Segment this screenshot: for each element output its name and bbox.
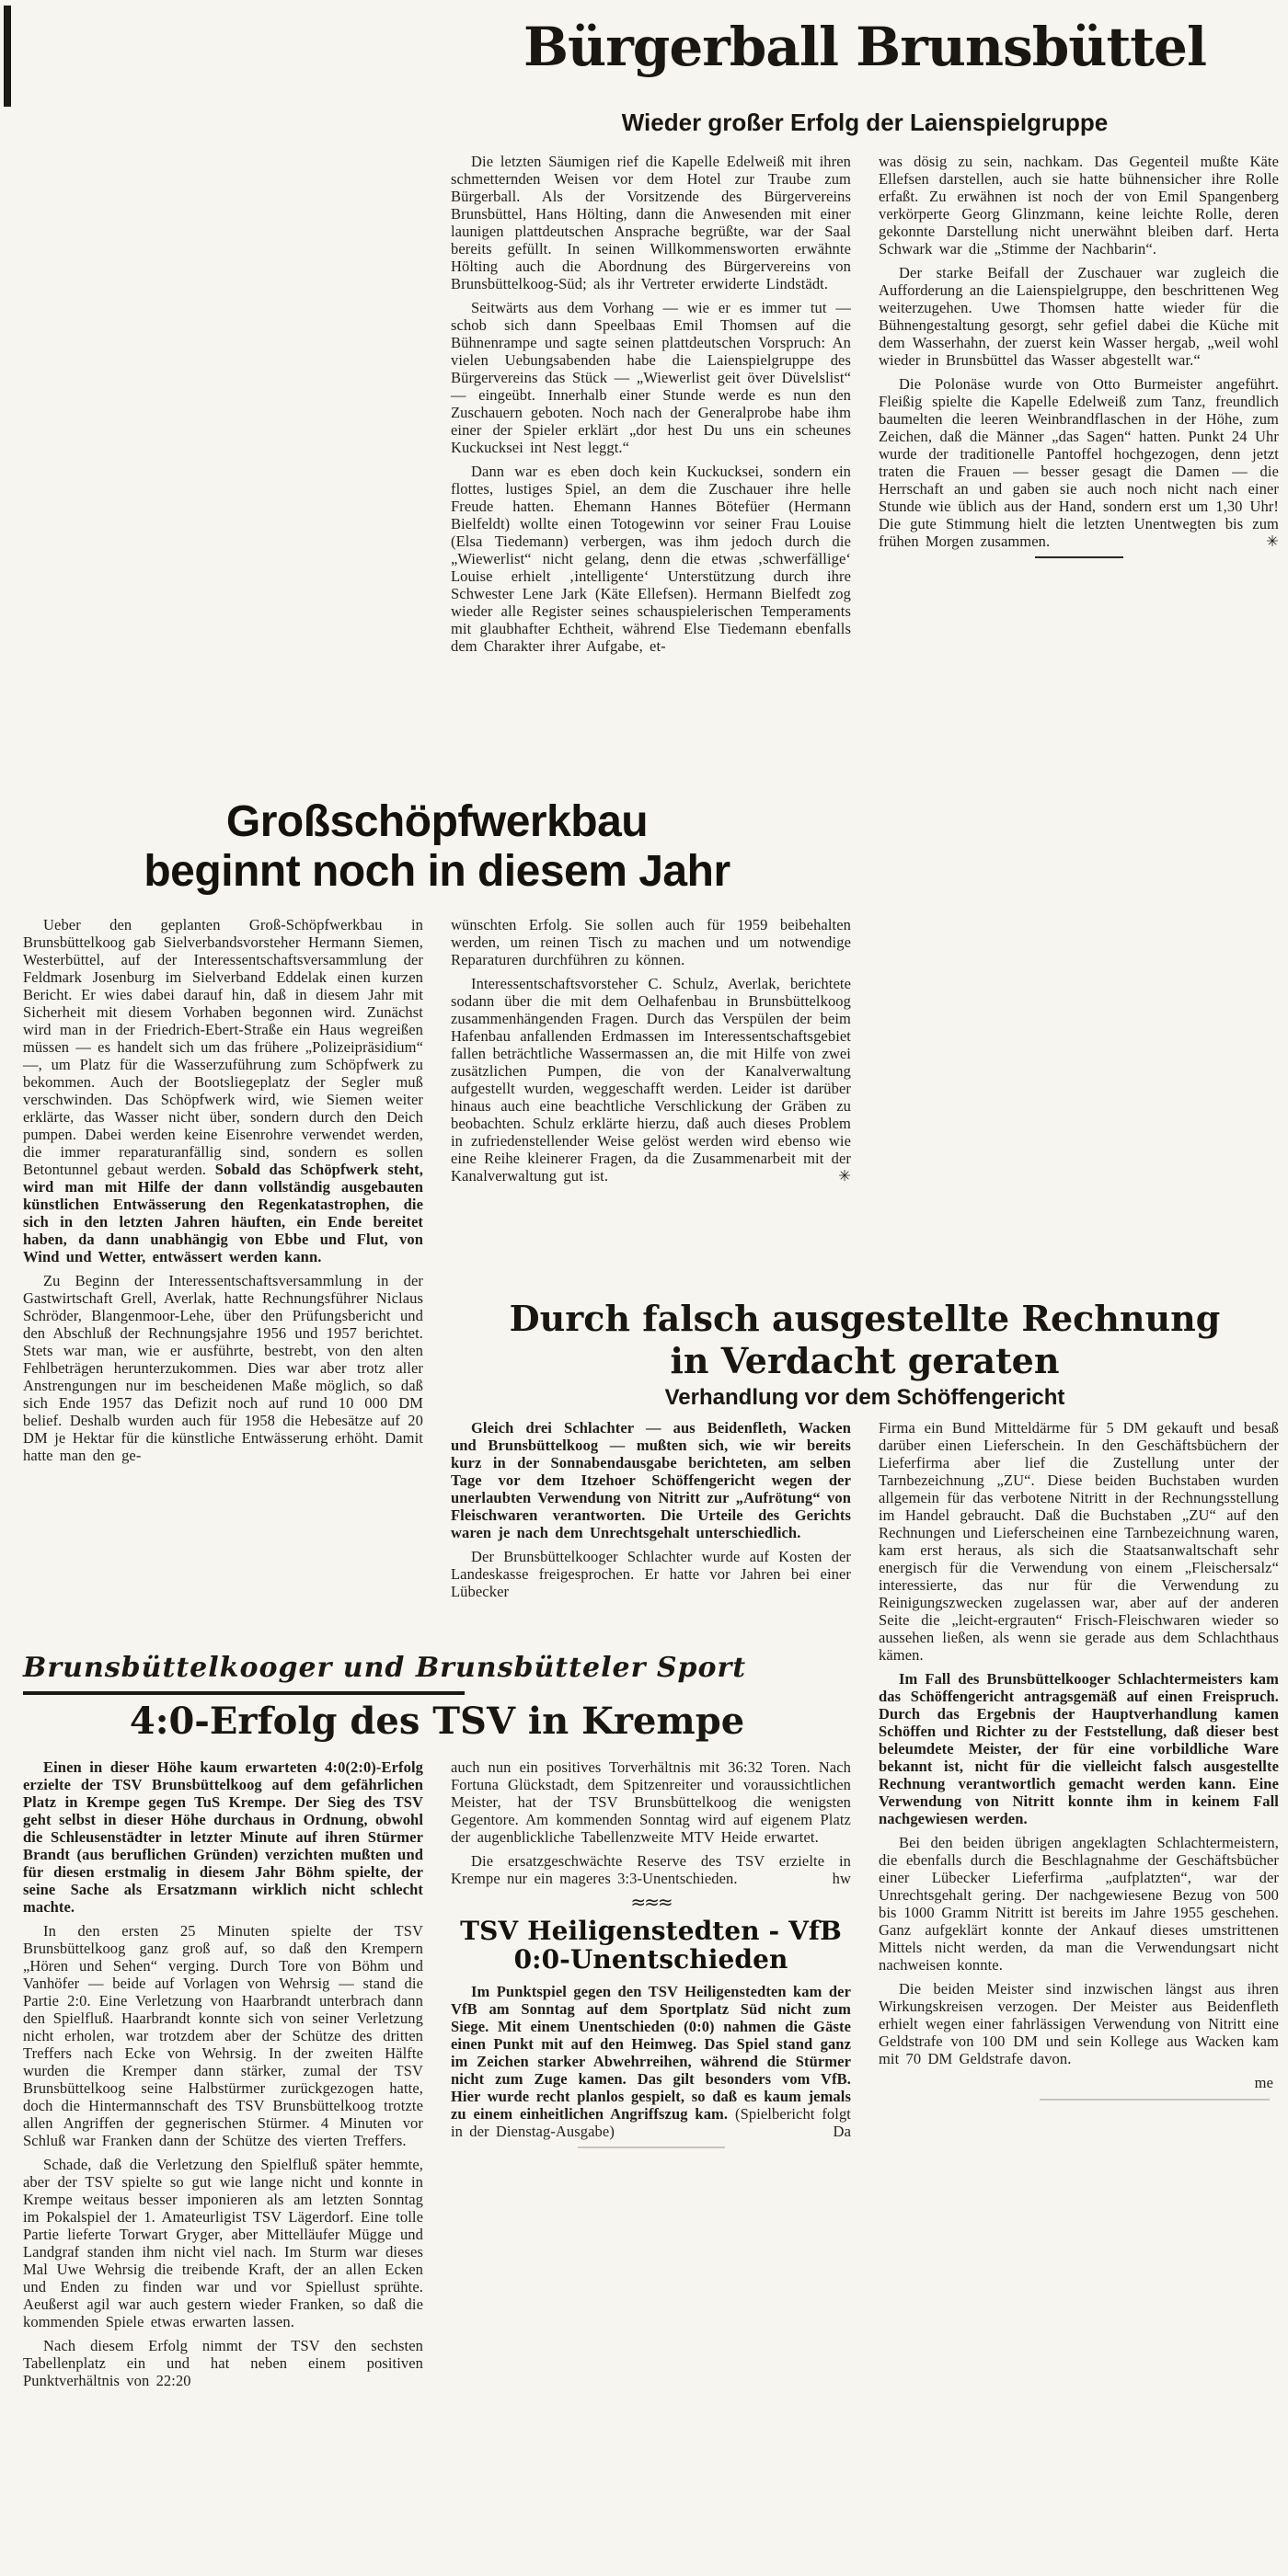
paragraph: Im Fall des Brunsbüttelkooger Schlachtermeisters kam das Schöffengericht antragsgemäß auf einen Freispruch. Durch das Ergebnis der Hauptverhandlung kamen Schöffen und Richter zu der Feststellung, daß dieser best beleumdete Meister, der für eine vorbildliche Ware bekannt ist, nicht für die vielleicht falsch ausgestellte Rechnung verantwortlich gemacht werden kann. Eine Verwendung von Nitritt konnte ihm in keinem Fall nachgewiesen werden. — [879, 1670, 1279, 1827]
paragraph: Nach diesem Erfolg nimmt der TSV den sechsten Tabellenplatz ein und hat neben einem positiven Punktverhältnis von 22:20 — [23, 2337, 423, 2389]
paragraph: wünschten Erfolg. Sie sollen auch für 1959 beibehalten werden, um reinen Tisch zu machen und um notwendige Reparaturen durchführen zu können. — [451, 916, 851, 968]
article-rechnung-headline-line1: Durch falsch ausgestellte Rechnung — [509, 1298, 1221, 1339]
article-end-rule — [578, 2147, 725, 2148]
paragraph: Schade, daß die Verletzung den Spielfluß später hemmte, aber der TSV spielte so gut wie lange nicht und konnte in Krempe weitaus besser imponieren als am letzten Sonntag im Pokalspiel der 1. Amateurligist TSV Lägerdorf. Eine tolle Partie lieferte Torwart Gryger, aber Mittelläufer Mügge und Landgraf standen ihm nicht viel nach. Im Sturm war dieses Mal Uwe Wehrsig die treibende Kraft, der an allen Ecken und Enden zu finden war und vor Spiellust sprühte. Aeußerst agil war auch gestern wieder Franken, so daß die kommenden Spiele etwas erwarten lassen. — [23, 2156, 423, 2330]
paragraph-text: Die Polonäse wurde von Otto Burmeister angeführt. Fleißig spielte die Kapelle Edelweiß zum Tanz, freundlich baumelten die leeren Weinbrandflaschen in der Höhe, zum Zeichen, daß die Männer „das Sagen“ hatten. Punkt 24 Uhr wurde der traditionelle Pantoffel hochgezogen, denn jetzt traten die Frauen — besser gesagt die Damen — die Herrschaft an und gaben sie auch noch nicht nach einer Stunde wie üblich aus der Hand, sondern erst um 1,30 Uhr! Die gute Stimmung hielt die letzten Unentwegten bis zum frühen Morgen zusammen. — [879, 375, 1279, 550]
paragraph: Die letzten Säumigen rief die Kapelle Edelweiß mit ihren schmetternden Weisen vor dem Hotel zur Traube zum Bürgerball. Als der Vorsitzende des Bürgervereins Brunsbüttel, Hans Hölting, dann die Anwesenden mit einer launigen plattdeutschen Ansprache begrüßte, war der Saal bereits gefüllt. In seinen Willkommensworten erwähnte Hölting auch die Abordnung des Bürgervereins von Brunsbüttelkoog-Süd; als ihr Vertreter erwiderte Lindstädt. — [451, 153, 851, 292]
scan-edge-artifact — [4, 6, 11, 107]
paragraph: Seitwärts aus dem Vorhang — wie er es immer tut — schob sich dann Speelbaas Emil Thomsen auf die Bühnenrampe und sagte seinen plattdeutschen Vorspruch: An vielen Uebungsabenden habe die Laienspielgruppe des Bürgervereins das Stück — „Wiewerlist geit över Düvelslist“ — eingeübt. Innerhalb einer Stunde werde es nun den Zuschauern geboten. Noch nach der Generalprobe habe ihm einer der Spieler erklärt „dor hest Du uns ein scheunes Kuckucksei int Nest leggt.“ — [451, 299, 851, 456]
buergerball-column-middle — [451, 153, 851, 661]
author-sigil: hw — [832, 1870, 851, 1887]
paragraph — [879, 375, 1279, 550]
lead-paragraph: Gleich drei Schlachter — aus Beidenfleth, Wacken und Brunsbüttelkoog — mußten sich, wie wir bereits kurz in der Sonnabendausgabe berichteten, am selben Tage vor dem Itzehoer Schöffengericht wegen der unerlaubten Verwendung von Nitritt zur „Aufrötung“ von Fleischwaren verantworten. Die Urteile des Gerichts waren je nach dem Unrechtsgehalt unterschiedlich. — [451, 1419, 851, 1541]
paragraph — [23, 916, 423, 1265]
squiggle-divider: ≈≈≈ — [630, 1891, 672, 1913]
paragraph-bold-text: Sobald das Schöpfwerk steht, wird man mit Hilfe der dann vollständig ausgebauten künstlichen Entwässerung den Regenkatastrophen, die sich in den letzten Jahren häuften, ein Ende bereitet haben, da dann unabhängig von Ebbe und Flut, von Wind und Wetter, entwässert werden kann. — [23, 1161, 423, 1265]
author-sigil: me — [1254, 2074, 1273, 2091]
article-schoepfwerk-headline-line1: Großschöpfwerkbau — [225, 797, 649, 846]
paragraph: Die beiden Meister sind inzwischen längst aus ihren Wirkungskreisen verzogen. Der Meister aus Beidenfleth erhielt wegen einer fahrlässigen Verwendung von Nitritt eine Geldstrafe von 100 DM und sein Kollege aus Wacken kam mit 70 DM Geldstrafe davon. — [879, 1980, 1279, 2067]
paragraph: Zu Beginn der Interessentschaftsversammlung in der Gastwirtschaft Grell, Averlak, hatte Rechnungsführer Niclaus Schröder, Blangenmoor-Lehe, über den Prüfungsbericht und den Abschluß der Rechnungsjahre 1956 und 1957 berichtet. Stets war man, wie er ausführte, bestrebt, von den alten Fehlbeträgen herunterzukommen. Dies war aber trotz aller Anstrengungen nur im bescheidenen Maße möglich, so daß sich Ende 1957 das Defizit noch auf rund 10 000 DM belief. Deshalb wurden auch für 1958 die Hebesätze auf 20 DM je Hektar für die künstliche Entwässerung erhöht. Damit hatte man den ge- — [23, 1272, 423, 1464]
paragraph: auch nun ein positives Torverhältnis mit 36:32 Toren. Nach Fortuna Glückstadt, dem Spitzenreiter und voraussichtlichen Meister, hat der TSV Brunsbüttelkoog die wenigsten Gegentore. Am kommenden Sonntag wird auf eigenem Platz der augenblickliche Tabellenzweite MTV Heide erwartet. — [451, 1758, 851, 1846]
article-end-star: ✳ — [838, 1167, 851, 1185]
paragraph: Der Brunsbüttelkooger Schlachter wurde auf Kosten der Landeskasse freigesprochen. Er hatte vor Jahren bei einer Lübecker — [451, 1548, 851, 1600]
article-end-rule — [1035, 556, 1123, 558]
schoepfwerk-column-middle — [451, 916, 851, 1191]
article-buergerball-headline: Bürgerball Brunsbüttel — [523, 16, 1206, 78]
buergerball-column-right — [879, 153, 1279, 558]
rechnung-column-middle — [451, 1419, 851, 1607]
paragraph-text: Interessentschaftsvorsteher C. Schulz, Averlak, berichtete sodann über die mit dem Oelhafenbau in Brunsbüttelkoog zusammenhängenden Fragen. Durch das Verspülen der beim Hafenbau anfallenden Erdmassen im Interessentschaftsgebiet fallen beträchtliche Wassermassen an, die mit Hilfe von zwei zusätzlichen Pumpen, die von der Kanalverwaltung aufgestellt wurden, weggeschafft werden. Leider ist darüber hinaus auch eine beachtliche Verschlickung der Gräben zu beobachten. Schulz erklärte hierzu, daß auch dieses Problem in zufriedenstellender Weise gelöst werden wird ebenso wie eine Reihe kleinerer Fragen, da die Zusammenarbeit mit der Kanalverwaltung gut ist. — [451, 975, 851, 1185]
article-schoepfwerk-headline-line2: beginnt noch in diesem Jahr — [144, 847, 730, 896]
krempe-column-left — [23, 1758, 423, 2396]
paragraph-text: (Spielbericht folgt in der Dienstag-Ausgabe) — [451, 2105, 851, 2140]
paragraph: Dann war es eben doch kein Kuckucksei, sondern ein flottes, lustiges Spiel, an dem die Zuschauer ihre helle Freude hatten. Ehemann Hannes Bötefüer (Hermann Bielfeldt) wollte einen Totogewinn vor seiner Frau Louise (Elsa Tiedemann) verbergen, was ihm jedoch durch die „Wiewerlist“ nicht gelang, denn die etwas ‚schwerfällige‘ Louise erhielt ‚intelligente‘ Unterstützung durch ihre Schwester Lene Jark (Käte Ellefsen). Hermann Bielfedt zog wieder alle Register seines schauspielerischen Temperaments mit glaubhafter Echtheit, während Else Tiedemann ebenfalls dem Charakter ihrer Aufgabe, et- — [451, 463, 851, 655]
paragraph-text: Die ersatzgeschwächte Reserve des TSV erzielte in Krempe nur ein mageres 3:3-Unentschieden. — [451, 1852, 851, 1887]
article-heiligenstedten-headline-line1: TSV Heiligenstedten - VfB — [460, 1916, 842, 1946]
paragraph — [451, 1852, 851, 1887]
paragraph: Firma ein Bund Mitteldärme für 5 DM gekauft und besaß darüber einen Lieferschein. In den Geschäftsbüchern der Lieferfirma aber lief die Zustellung unter der Tarnbezeichnung „ZU“. Diese beiden Buchstaben wurden allgemein für das verbotene Nitritt in der Rechnungsstellung im Handel gebraucht. Daß die Buchstaben „ZU“ auf den Rechnungen und Lieferscheinen eine Tarnbezeichnung waren, kam erst heraus, als sich die Staatsanwaltschaft sehr energisch für die Verwendung von einem „Fleischersalz“ interessierte, das nur für die Verwendung zu Reinigungszwecken zugelassen war, aber auf der anderen Seite die „leicht-ergrauten“ Frisch-Fleischwaren wieder so aussehen ließen, als wenn sie gerade aus dem Schlachthaus kämen. — [879, 1419, 1279, 1664]
paragraph-text: Ueber den geplanten Groß-Schöpfwerkbau in Brunsbüttelkoog gab Sielverbandsvorsteher Hermann Siemen, Westerbüttel, auf der Interessentschaftsversammlung der Feldmark Josenburg im Sielverband Eddelak einen kurzen Bericht. Er wies dabei darauf hin, daß in diesem Jahr mit Sicherheit mit diesem Vorhaben begonnen wird. Zunächst wird man in der Friedrich-Ebert-Straße ein Haus wegreißen müssen — es handelt sich um das frühere „Polizeipräsidium“ —, um Platz für die Wasserzuführung zum Schöpfwerk zu bekommen. Auch der Bootsliegeplatz der Segler muß verschwinden. Das Schöpfwerk wird, wie Siemen weiter erklärte, das Wasser nicht über, sondern durch den Deich pumpen. Dabei werden keine Eisenrohre verwendet werden, die immer reparaturanfällig sind, sondern es sollen Betontunnel gebaut werden. — [23, 916, 423, 1178]
paragraph — [451, 975, 851, 1185]
lead-paragraph — [451, 1983, 851, 2140]
lead-paragraph: Einen in dieser Höhe kaum erwarteten 4:0(2:0)-Erfolg erzielte der TSV Brunsbüttelkoog auf dem gefährlichen Platz in Krempe gegen TuS Krempe. Der Sieg des TSV geht selbst in dieser Höhe durchaus in Ordnung, obwohl die Schleusenstädter in letzter Minute auf ihren Stürmer Brandt (aus beruflichen Gründen) verzichten mußten und für diesen erstmalig in diesem Jahr Böhm spielte, der seine Sache als Ersatzmann wirklich nicht schlecht machte. — [23, 1758, 423, 1916]
krempe-column-middle — [451, 1758, 851, 2148]
paragraph: Der starke Beifall der Zuschauer war zugleich die Aufforderung an die Laienspielgruppe, den beschrittenen Weg weiterzugehen. Uwe Thomsen hatte wieder für die Bühnengestaltung gesorgt, sehr gefiel dabei die Küche mit dem Wasserhahn, der zuerst kein Wasser hergab, „weil wohl wieder in Brunsbüttel das Wasser abgestellt war.“ — [879, 264, 1279, 369]
sport-section-kicker: Brunsbüttelkooger und Brunsbütteler Sport — [23, 1652, 465, 1695]
rechnung-column-right — [879, 1419, 1279, 2101]
article-end-rule — [1040, 2099, 1270, 2101]
paragraph: Bei den beiden übrigen angeklagten Schlachtermeistern, die ebenfalls durch die Beschlagnahme der Geschäftsbücher einer Lübecker Lieferfirma „aufplatzten“, war der Unrechtsgehalt gering. Der nachgewiesene Bezug von 500 bis 1000 Gramm Nitritt ist bereits im Jahre 1955 geschehen. Ganz aufgeklärt konnte der Ankauf dieses umstrittenen Mittels nicht werden, da man die Verwendungsart nicht nachweisen konnte. — [879, 1834, 1279, 1974]
paragraph-bold-text: Im Punktspiel gegen den TSV Heiligenstedten kam der VfB am Sonntag auf dem Sportplatz Süd nicht zum Siege. Mit einem Unentschieden (0:0) nahmen die Gäste einen Punkt mit auf den Heimweg. Das Spiel stand ganz im Zeichen starker Abwehrreihen, während die Stürmer nicht zum Zuge kamen. Das gilt besonders vom VfB. Hier wurde recht planlos gespielt, so daß es kaum jemals zu einem einheitlichen Angriffszug kam. — [451, 1983, 851, 2123]
article-heiligenstedten-headline-line2: 0:0-Unentschieden — [513, 1944, 788, 1975]
schoepfwerk-column-left — [23, 916, 423, 1471]
paragraph: In den ersten 25 Minuten spielte der TSV Brunsbüttelkoog ganz groß auf, so daß den Krempern „Hören und Sehen“ verging. Durch Tore von Böhm und Vanhöfer — beide auf Vorlagen von Wehrsig — stand die Partie 2:0. Eine Verletzung von Haarbrandt unterbrach dann den Spielfluß. Haarbrandt konnte sich von seiner Verletzung nicht erholen, war trotzdem aber der Schütze des dritten Treffers nach Ecke von Wehrsig. In der zweiten Hälfte wurden die Kremper dann stärker, zumal der TSV Brunsbüttelkoog seine Halbstürmer zurückgezogen hatte, doch die Hintermannschaft des TSV Brunsbüttelkoog trotzte allen Angriffen der gegnerischen Stürmer. 4 Minuten vor Schluß war Franken dann der Schütze des vierten Treffers. — [23, 1922, 423, 2149]
article-end-star: ✳ — [1266, 532, 1279, 550]
article-rechnung-headline-line2: in Verdacht geraten — [670, 1340, 1060, 1381]
article-rechnung-subtitle: Verhandlung vor dem Schöffengericht — [664, 1385, 1065, 1410]
article-krempe-headline: 4:0-Erfolg des TSV in Krempe — [129, 1700, 745, 1743]
author-sigil: Da — [833, 2123, 851, 2140]
article-buergerball-subtitle: Wieder großer Erfolg der Laienspielgruppe — [621, 109, 1109, 136]
paragraph: was dösig zu sein, nachkam. Das Gegenteil mußte Käte Ellefsen darstellen, auch sie hatte bühnensicher ihre Rolle erfaßt. Zu erwähnen ist noch der von Emil Spangenberg verkörperte Georg Glinzmann, keine leichte Rolle, deren gekonnte Darstellung nicht unerwähnt bleiben darf. Herta Schwark war die „Stimme der Nachbarin“. — [879, 153, 1279, 258]
